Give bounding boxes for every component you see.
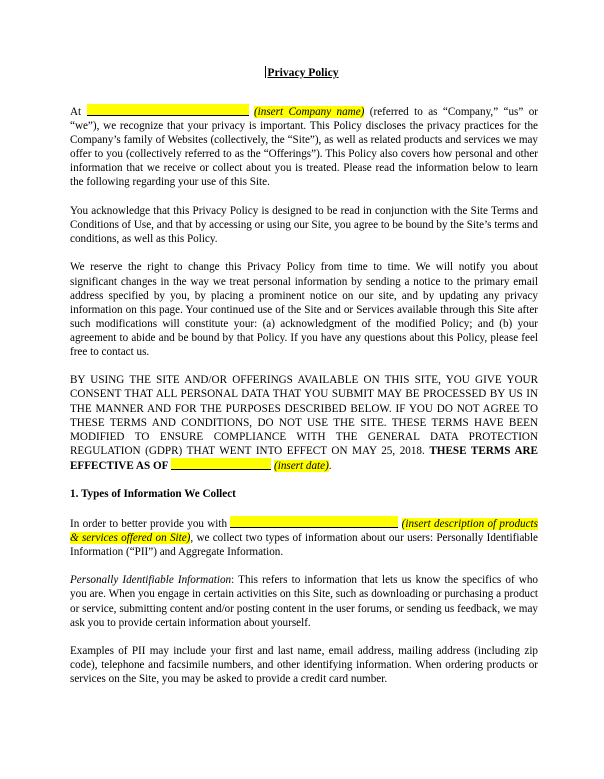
products-blank[interactable] — [230, 516, 398, 528]
types-end: , we collect two types of information about our users: Personally Identifiable Information (“PII”) and Aggregate Information. — [70, 531, 538, 558]
products-placeholder[interactable]: (insert description of products & services offered on Site) — [70, 517, 538, 544]
section-heading-types: 1. Types of Information We Collect — [70, 488, 236, 501]
pii-label: Personally Identifiable Information — [70, 574, 232, 587]
company-name-placeholder[interactable]: (insert Company name) — [253, 106, 365, 118]
pii-text: : This refers to information that lets us know the specifics of who you are. When you engage in certain activities on this Site, such as downloading or purchasing a product or service, submitting content and/or posting content in the user forums, or sending us feedback, we may ask you to provide certain information about yourself. — [70, 574, 538, 629]
types-start: In order to better provide you with — [70, 517, 228, 530]
types-paragraph — [70, 516, 538, 559]
consent-end: . — [328, 459, 332, 472]
company-name-blank[interactable] — [87, 104, 249, 116]
consent-paragraph — [70, 373, 538, 473]
intro-paragraph — [70, 104, 538, 190]
consent-text: BY USING THE SITE AND/OR OFFERINGS AVAILABLE ON THIS SITE, YOU GIVE YOUR CONSENT THAT ALL PERSONAL DATA THAT YOU SUBMIT MAY BE PROCESSED BY US IN THE MANNER AND FOR THE PURPOSES DESCRIBED BELOW. IF YOU DO NOT AGREE TO THESE TERMS AND CONDITIONS, DO NOT USE THE SITE. THESE TERMS HAVE BEEN MODIFIED TO ENSURE COMPLIANCE WITH THE GENERAL DATA PROTECTION REGULATION (GDPR) THAT WENT INTO EFFECT ON MAY 25, 2018. — [70, 374, 538, 457]
title-text: Privacy Policy — [267, 66, 339, 79]
pii-paragraph — [70, 573, 538, 629]
intro-at: At — [70, 106, 82, 118]
document-title — [0, 66, 604, 79]
effective-date-blank[interactable] — [171, 458, 271, 470]
acknowledge-paragraph: You acknowledge that this Privacy Policy is designed to be read in conjunction with the Site Terms and Conditions of Use, and that by accessing or using our Site, you agree to be bound by the Site’s terms and conditions, as well as this Policy. — [70, 204, 538, 246]
effective-date-placeholder[interactable]: (insert date) — [274, 459, 329, 472]
document-body — [70, 104, 538, 701]
intro-text: (referred to as “Company,” “us” or “we”), we recognize that your privacy is important. This Policy discloses the privacy practices for the Company’s family of Websites (collectively, the “Site”), as well as related products and services we may offer to you (collectively referred to as the “Offerings”). This Policy also covers how personal and other information that we receive or collect about you is treated. Please read the information below to learn the following regarding your use of this Site. — [70, 106, 539, 189]
effective-label: THESE TERMS ARE EFFECTIVE AS OF — [70, 444, 538, 472]
changes-paragraph: We reserve the right to change this Privacy Policy from time to time. We will notify you about significant changes in the way we treat personal information by sending a notice to the primary email address specified by you, by placing a prominent notice on our site, and by updating any privacy information on this page. Your continued use of the Site and or Services available through this Site after such modifications will constitute your: (a) acknowledgment of the modified Policy; and (b) your agreement to abide and be bound by that Policy. If you have any questions about this Policy, please feel free to contact us. — [70, 261, 538, 358]
examples-paragraph: Examples of PII may include your first and last name, email address, mailing address (including zip code), telephone and facsimile numbers, and other identifying information. When ordering products or services on the Site, you may be asked to provide a credit card number. — [70, 644, 538, 686]
